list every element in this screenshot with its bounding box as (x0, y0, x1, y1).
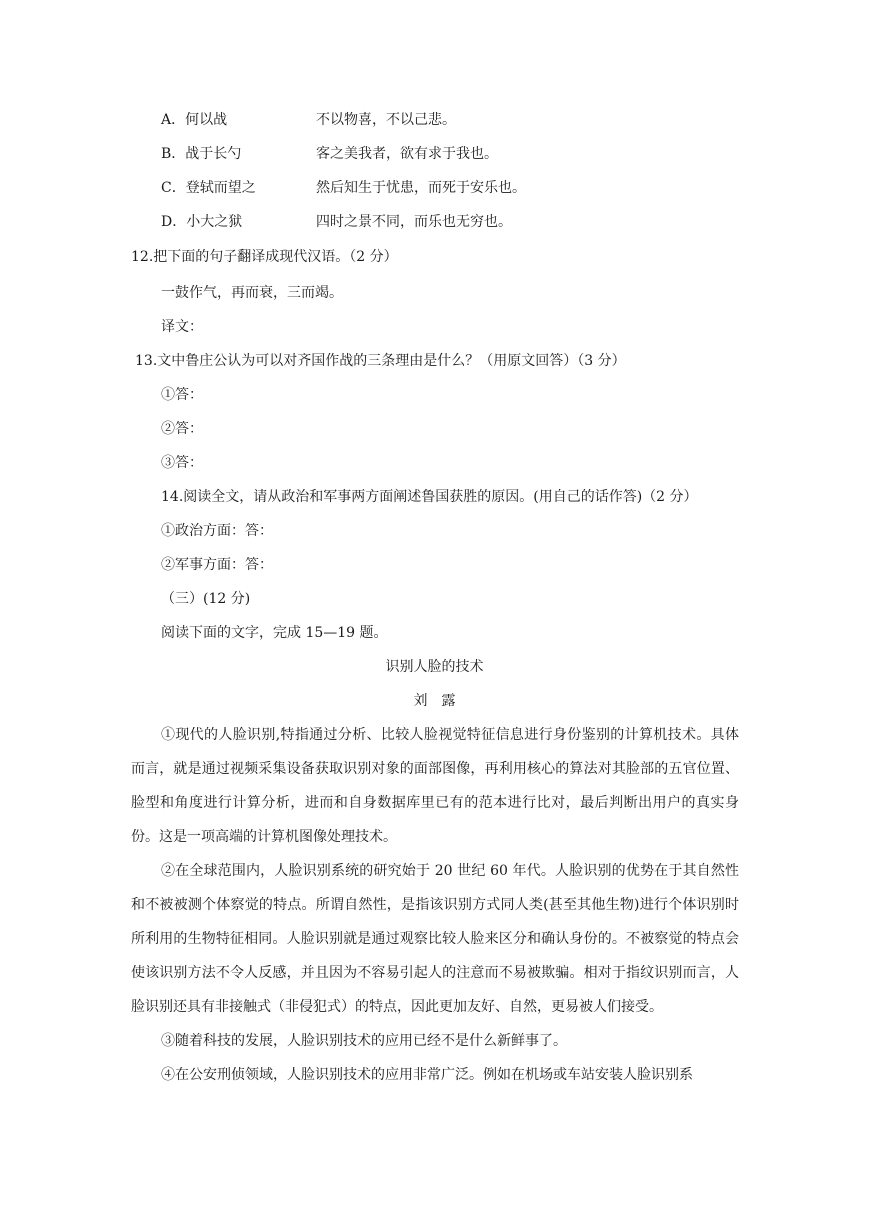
option-c-quote: 然后知生于忧患，而死于安乐也。 (316, 180, 526, 196)
question-14-answer-2: ②军事方面：答： (161, 557, 273, 573)
question-12-sentence: 一鼓作气，再而衰，三而竭。 (161, 285, 343, 301)
article-title: 识别人脸的技术 (385, 659, 484, 675)
option-d-phrase: D．小大之狱 (161, 214, 243, 230)
article-author: 刘 露 (413, 693, 456, 709)
question-12-answer-label: 译文： (161, 319, 203, 335)
question-14-prompt: 14.阅读全文，请从政治和军事两方面阐述鲁国获胜的原因。(用自己的话作答)（2 分） (161, 489, 698, 505)
article-paragraph-2: ②在全球范围内，人脸识别系统的研究始于 20 世纪 60 年代。人脸识别的优势在于其自然性和不被被测个体察觉的特点。所谓自然性，是指该识别方式同人类(甚至其他生物)进行个体识别时所利用的生物特征相同。人脸识别就是通过观察比较人脸来区分和确认身份的。不被察觉的特点会使该识别方法不令人反感，并且因为不容易引起人的注意而不易被欺骗。相对于指纹识别而言，人脸识别还具有非接触式（非侵犯式）的特点，因此更加友好、自然，更易被人们接受。 (131, 863, 739, 1015)
question-14-answer-1: ①政治方面：答： (161, 523, 273, 539)
section-3-heading: （三）(12 分) (161, 591, 251, 607)
option-a-phrase: A．何以战 (161, 112, 228, 128)
article-paragraph-3: ③随着科技的发展，人脸识别技术的应用已经不是什么新鲜事了。 (161, 1033, 567, 1049)
question-13-answer-1: ①答： (161, 387, 203, 403)
article-paragraph-1: ①现代的人脸识别,特指通过分析、比较人脸视觉特征信息进行身份鉴别的计算机技术。具体而言，就是通过视频采集设备获取识别对象的面部图像，再利用核心的算法对其脸部的五官位置、脸型和角度进行计算分析，进而和自身数据库里已有的范本进行比对，最后判断出用户的真实身份。这是一项高端的计算机图像处理技术。 (131, 727, 739, 845)
option-b-quote: 客之美我者，欲有求于我也。 (316, 146, 498, 162)
option-c-phrase: C．登轼而望之 (161, 180, 256, 196)
question-12-prompt: 12.把下面的句子翻译成现代汉语。（2 分） (131, 249, 398, 265)
question-13-answer-3: ③答： (161, 455, 203, 471)
option-a-quote: 不以物喜，不以己悲。 (316, 112, 456, 128)
article-body (131, 718, 739, 1092)
article-paragraph-4: ④在公安刑侦领域，人脸识别技术的应用非常广泛。例如在机场或车站安装人脸识别系 (161, 1067, 693, 1083)
option-d-quote: 四时之景不同，而乐也无穷也。 (316, 214, 512, 230)
option-b-phrase: B．战于长勺 (161, 146, 242, 162)
question-13-prompt: 13.文中鲁庄公认为可以对齐国作战的三条理由是什么？（用原文回答）（3 分） (135, 353, 626, 369)
section-3-instruction: 阅读下面的文字，完成 15—19 题。 (161, 625, 388, 641)
question-13-answer-2: ②答： (161, 421, 203, 437)
